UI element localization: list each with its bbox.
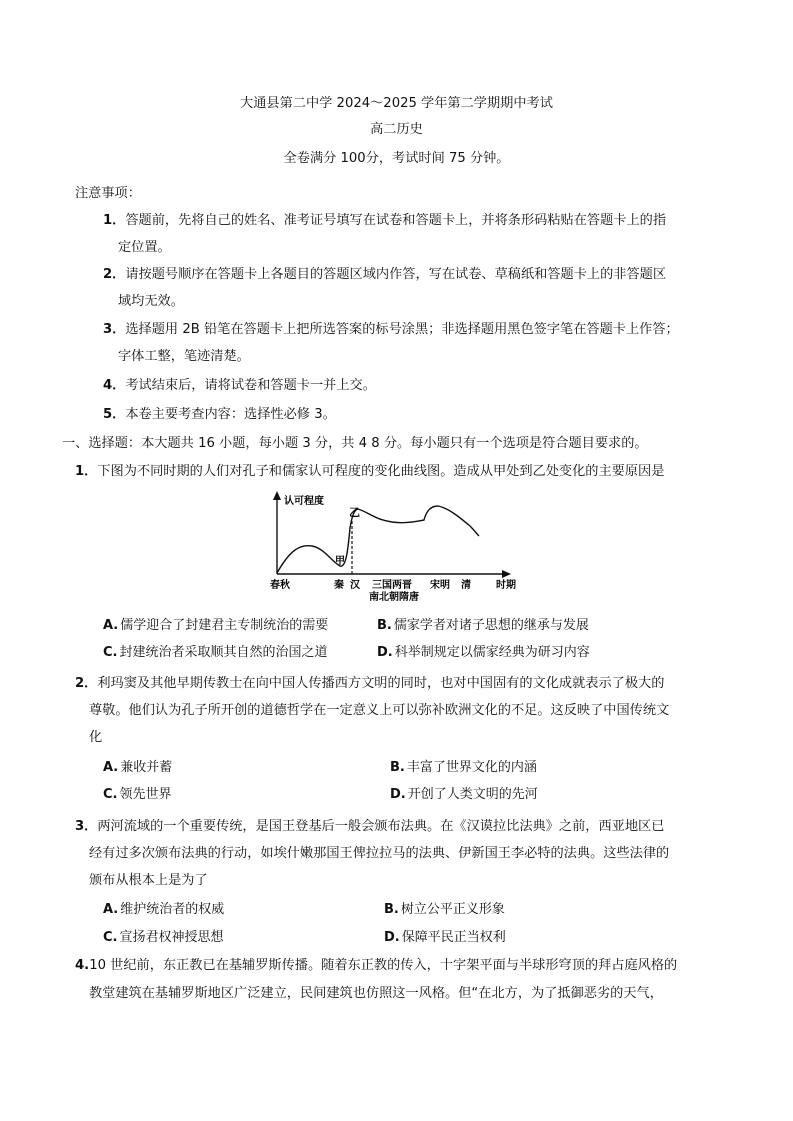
note-text: 答题前，先将自己的姓名、准考证号填写在试卷和答题卡上，并将条形码粘贴在答题卡上的指 [125, 213, 667, 228]
question-number: 2． [75, 676, 98, 691]
section-heading: 一、选择题：本大题共 16 小题，每小题 3 分，共 4 8 分。每小题只有一个选项是符合题目要求的。 [62, 436, 648, 451]
question-1 [75, 464, 664, 480]
note-number: 1． [103, 213, 126, 228]
tick-label: 三国两晋 [372, 580, 412, 591]
x-axis-arrow [502, 570, 511, 578]
q3-option-b[interactable]: B. 树立公平正义形象 [384, 902, 505, 917]
question-number: 1． [75, 464, 98, 479]
note-text: 本卷主要考查内容：选择性必修 3。 [125, 407, 336, 422]
note-text: 考试结束后，请将试卷和答题卡一并上交。 [125, 378, 376, 393]
marker-yi: 乙 [349, 506, 360, 519]
question-4 [75, 958, 677, 974]
approval-curve-chart [262, 488, 537, 606]
q2-option-a[interactable]: A. 兼收并蓄 [103, 760, 173, 775]
note-item-2 [103, 267, 666, 283]
note-number: 4． [103, 378, 126, 393]
note-text: 选择题用 2B 铅笔在答题卡上把所选答案的标号涂黑；非选择题用黑色签字笔在答题卡上作答； [125, 322, 679, 337]
q3-option-d[interactable]: D. 保障平民正当权利 [384, 930, 506, 945]
tick-label: 宋明 [430, 580, 450, 591]
note-item-3 [103, 322, 679, 338]
question-2-line-3: 化 [89, 730, 103, 745]
approval-curve [277, 506, 479, 573]
q2-option-c[interactable]: C. 领先世界 [103, 787, 172, 802]
notes-heading: 注意事项： [75, 186, 141, 201]
tick-label: 南北朝隋唐 [369, 592, 419, 603]
q1-option-d[interactable]: D. 科举制规定以儒家经典为研习内容 [377, 645, 590, 660]
tick-label: 春秋 [270, 580, 290, 591]
q2-option-b[interactable]: B. 丰富了世界文化的内涵 [390, 760, 537, 775]
q3-option-a[interactable]: A. 维护统治者的权威 [103, 902, 225, 917]
question-line: 利玛窦及其他早期传教士在向中国人传播西方文明的同时，也对中国固有的文化成就表示了极大的 [97, 676, 665, 691]
note-item-5 [103, 407, 336, 423]
q1-option-a[interactable]: A. 儒学迎合了封建君主专制统治的需要 [103, 618, 329, 633]
note-number: 5． [103, 407, 126, 422]
note-number: 2． [103, 267, 126, 282]
note-item-1-cont: 定位置。 [118, 240, 171, 255]
y-axis-arrow [273, 491, 281, 500]
exam-title: 大通县第二中学 2024～2025 学年第二学期期中考试 [240, 96, 553, 111]
question-line: 10 世纪前，东正教已在基辅罗斯传播。随着东正教的传入，十字架平面与半球形穹顶的拜占庭风格的 [89, 958, 678, 973]
question-line: 两河流域的一个重要传统，是国王登基后一般会颁布法典。在《汉谟拉比法典》之前，西亚地区已 [97, 819, 665, 834]
tick-label: 清 [461, 580, 471, 591]
note-item-1 [103, 213, 666, 229]
question-number: 3． [75, 819, 98, 834]
q1-option-c[interactable]: C. 封建统治者采取顺其自然的治国之道 [103, 645, 328, 660]
note-item-4 [103, 378, 376, 394]
note-item-3-cont: 字体工整，笔迹清楚。 [118, 349, 250, 364]
q1-option-b[interactable]: B. 儒家学者对诸子思想的继承与发展 [377, 618, 589, 633]
tick-label: 汉 [350, 580, 360, 591]
tick-label: 秦 [334, 580, 344, 591]
x-axis-label: 时期 [496, 580, 516, 591]
question-3-line-2: 经有过多次颁布法典的行动，如埃什嫩那国王俾拉拉马的法典、伊新国王李必特的法典。这些法律的 [89, 846, 670, 861]
y-axis-label: 认可程度 [284, 496, 324, 507]
question-3 [75, 819, 664, 835]
question-4-line-2: 教堂建筑在基辅罗斯地区广泛建立，民间建筑也仿照这一风格。但“在北方，为了抵御恶劣的天气， [89, 986, 663, 1001]
question-2-line-2: 尊敬。他们认为孔子所开创的道德哲学在一定意义上可以弥补欧洲文化的不足。这反映了中国传统文 [89, 703, 670, 718]
note-text: 请按题号顺序在答题卡上各题目的答题区域内作答，写在试卷、草稿纸和答题卡上的非答题区 [125, 267, 667, 282]
question-stem: 下图为不同时期的人们对孔子和儒家认可程度的变化曲线图。造成从甲处到乙处变化的主要原因是 [97, 464, 665, 479]
marker-jia: 甲 [335, 556, 345, 567]
question-2 [75, 676, 664, 692]
exam-info: 全卷满分 100分，考试时间 75 分钟。 [283, 151, 510, 166]
note-number: 3． [103, 322, 126, 337]
exam-subject: 高二历史 [370, 122, 423, 137]
q3-option-c[interactable]: C. 宣扬君权神授思想 [103, 930, 224, 945]
question-3-line-3: 颁布从根本上是为了 [89, 873, 208, 888]
question-number: 4. [75, 958, 90, 973]
note-item-2-cont: 域均无效。 [118, 294, 184, 309]
q2-option-d[interactable]: D. 开创了人类文明的先河 [390, 787, 538, 802]
